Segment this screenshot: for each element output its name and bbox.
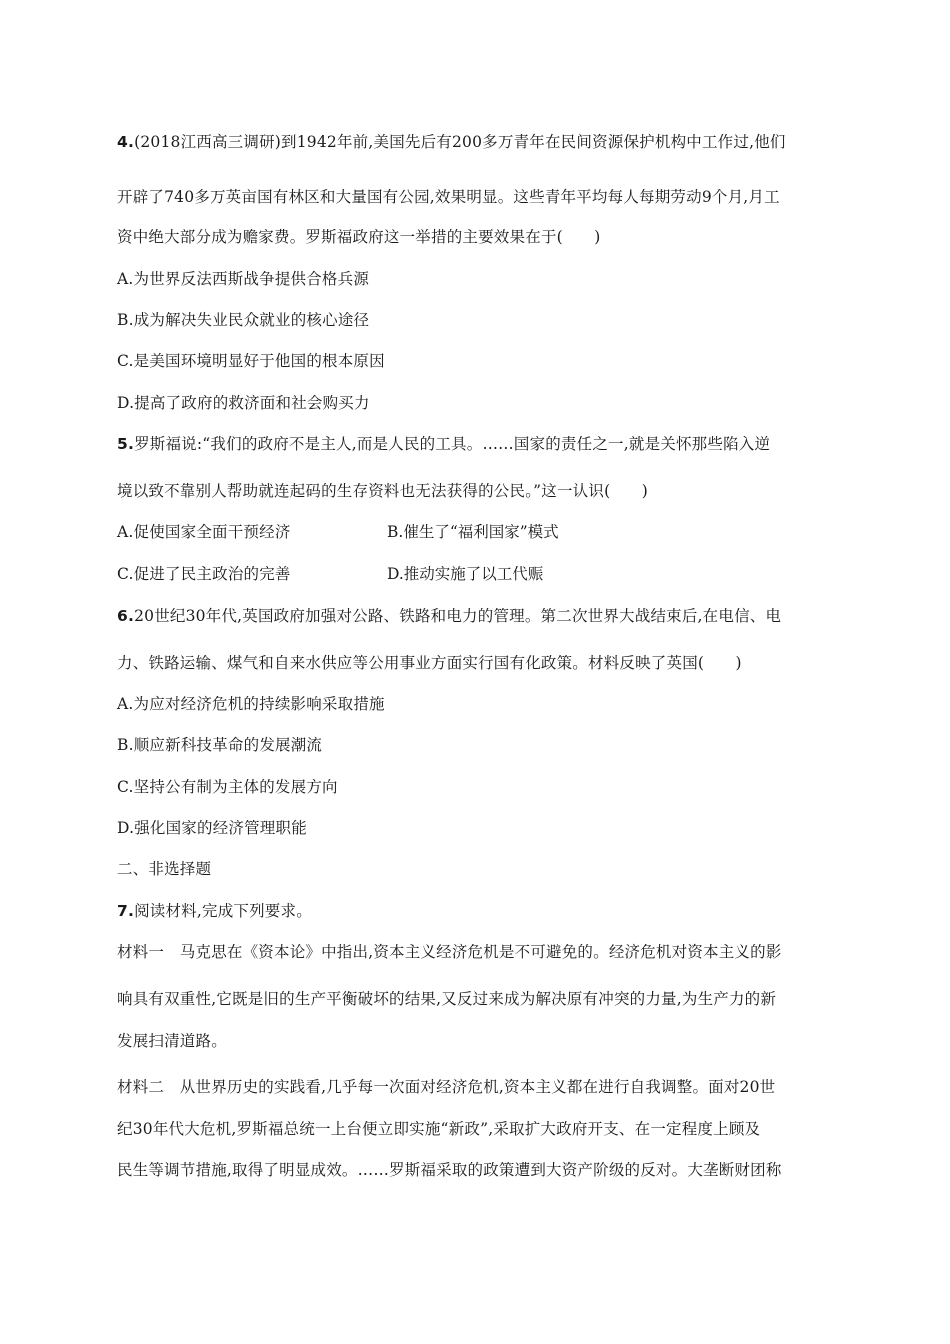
q7-number: 7. — [117, 902, 135, 920]
q6-option-d: D.强化国家的经济管理职能 — [117, 819, 307, 837]
q7-material1-line-2: 响具有双重性,它既是旧的生产平衡破坏的结果,又反过来成为解决原有冲突的力量,为生产力的新 — [117, 990, 777, 1008]
q4-line-1 — [117, 131, 833, 153]
q5-option-c: C.促进了民主政治的完善 — [117, 565, 291, 583]
q5-option-a: A.促使国家全面干预经济 — [117, 523, 291, 541]
q6-line-1 — [117, 605, 833, 627]
q7-material2-line-1: 材料二 从世界历史的实践看,几乎每一次面对经济危机,资本主义都在进行自我调整。面对20世 — [117, 1078, 776, 1096]
section-heading: 二、非选择题 — [117, 860, 212, 878]
q4-option-b: B.成为解决失业民众就业的核心途径 — [117, 311, 370, 329]
q5-text-1: 罗斯福说:“我们的政府不是主人,而是人民的工具。……国家的责任之一,就是关怀那些陷入逆 — [134, 435, 771, 453]
q7-material1-line-3: 发展扫清道路。 — [117, 1032, 227, 1050]
q6-line-2: 力、铁路运输、煤气和自来水供应等公用事业方面实行国有化政策。材料反映了英国( ) — [117, 654, 742, 672]
q4-number: 4. — [117, 133, 135, 151]
q6-text-1: 20世纪30年代,英国政府加强对公路、铁路和电力的管理。第二次世界大战结束后,在电信、电 — [134, 607, 782, 625]
q6-option-b: B.顺应新科技革命的发展潮流 — [117, 736, 323, 754]
q4-option-d: D.提高了政府的救济面和社会购买力 — [117, 394, 370, 412]
q7-material2-line-2: 纪30年代大危机,罗斯福总统一上台便立即实施“新政”,采取扩大政府开支、在一定程度上顾及 — [117, 1120, 761, 1138]
q5-line-1 — [117, 433, 833, 455]
q5-option-b: B.催生了“福利国家”模式 — [387, 523, 559, 541]
q6-number: 6. — [117, 607, 135, 625]
q7-prompt: 阅读材料,完成下列要求。 — [134, 902, 312, 920]
q7-material2-line-3: 民生等调节措施,取得了明显成效。……罗斯福采取的政策遭到大资产阶级的反对。大垄断财团称 — [117, 1161, 782, 1179]
q6-option-a: A.为应对经济危机的持续影响采取措施 — [117, 695, 385, 713]
q4-option-c: C.是美国环境明显好于他国的根本原因 — [117, 352, 385, 370]
q7-material1-line-1: 材料一 马克思在《资本论》中指出,资本主义经济危机是不可避免的。经济危机对资本主义的影 — [117, 943, 782, 961]
q5-number: 5. — [117, 435, 135, 453]
q4-line-2: 开辟了740多万英亩国有林区和大量国有公园,效果明显。这些青年平均每人每期劳动9个月,月工 — [117, 188, 780, 206]
q4-line-3: 资中绝大部分成为赡家费。罗斯福政府这一举措的主要效果在于( ) — [117, 228, 601, 246]
q4-text-1: (2018江西高三调研)到1942年前,美国先后有200多万青年在民间资源保护机构中工作过,他们 — [134, 133, 786, 151]
q6-option-c: C.坚持公有制为主体的发展方向 — [117, 778, 338, 796]
q4-option-a: A.为世界反法西斯战争提供合格兵源 — [117, 270, 370, 288]
q5-option-d: D.推动实施了以工代赈 — [387, 565, 544, 583]
q7-line-1 — [117, 900, 833, 922]
q5-line-2: 境以致不靠别人帮助就连起码的生存资料也无法获得的公民。”这一认识( ) — [117, 482, 648, 500]
